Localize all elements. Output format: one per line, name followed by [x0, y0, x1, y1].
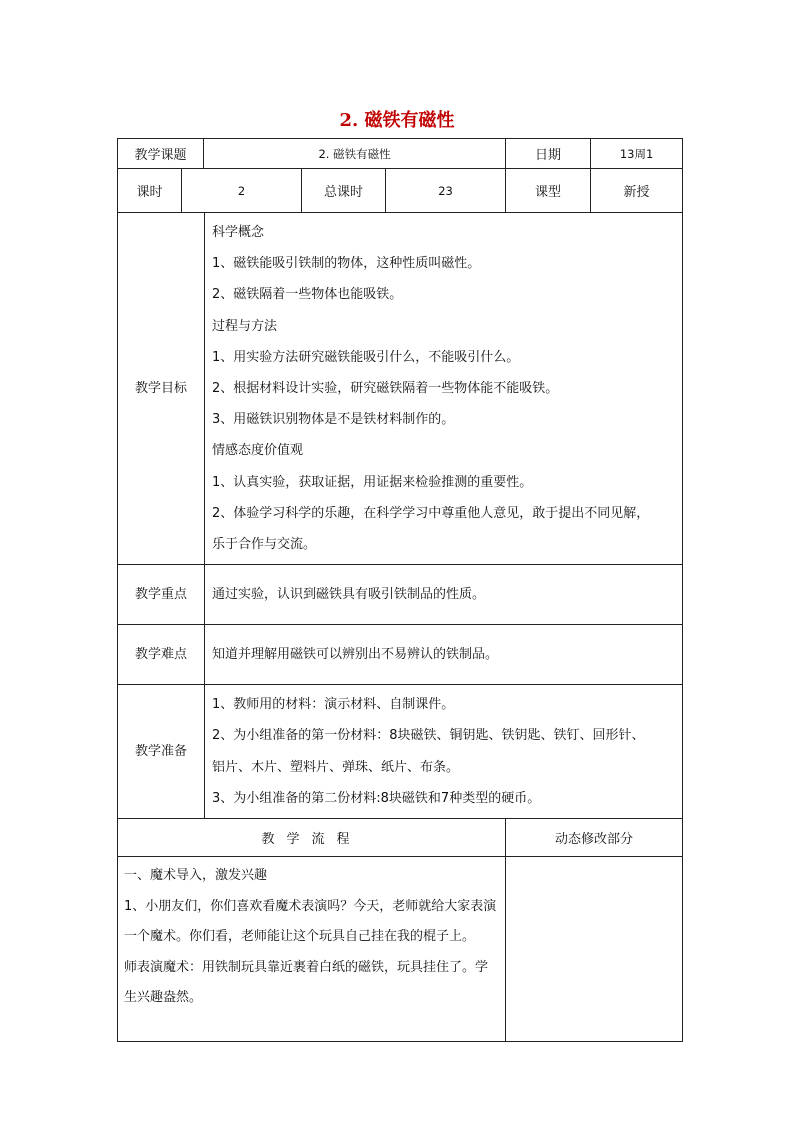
focus-label: 教学重点 [118, 565, 205, 624]
page-title: 2. 磁铁有磁性 [339, 110, 455, 131]
total-periods-label: 总课时 [302, 169, 386, 213]
flow-line: 师表演魔术：用铁制玩具靠近裹着白纸的磁铁，玩具挂住了。学 [124, 959, 489, 975]
focus-text: 通过实验，认识到磁铁具有吸引铁制品的性质。 [212, 587, 486, 603]
flow-side-content [506, 857, 683, 1042]
lesson-label: 教学课题 [118, 139, 204, 169]
period-label: 课时 [118, 169, 182, 213]
goals-line: 科学概念 [212, 225, 265, 240]
goals-line: 情感态度价值观 [212, 443, 304, 459]
row-lesson-title [118, 139, 683, 169]
date-label: 日期 [506, 139, 591, 169]
flow-header: 教学流程 [261, 832, 362, 848]
prep-line: 铝片、木片、塑料片、弹珠、纸片、布条。 [212, 759, 460, 775]
difficulty-text: 知道并理解用磁铁可以辨别出不易辨认的铁制品。 [212, 647, 499, 663]
goals-line: 2、体验学习科学的乐趣，在科学学习中尊重他人意见，敢于提出不同见解， [212, 505, 650, 521]
lesson-value: 2. 磁铁有磁性 [204, 139, 506, 169]
row-preparation [118, 685, 683, 819]
flow-line: 一、魔术导入，激发兴趣 [124, 868, 268, 884]
total-periods-value: 23 [386, 169, 506, 213]
goals-line: 2、根据材料设计实验，研究磁铁隔着一些物体能不能吸铁。 [212, 381, 559, 397]
goals-line: 3、用磁铁识别物体是不是铁材料制作的。 [212, 412, 455, 428]
row-focus [118, 565, 683, 625]
goals-line: 2、磁铁隔着一些物体也能吸铁。 [212, 287, 403, 303]
flow-side-header: 动态修改部分 [506, 819, 683, 857]
lesson-type-value: 新授 [591, 169, 683, 213]
date-value: 13周1 [591, 139, 683, 169]
row-periods [118, 169, 683, 213]
goals-line: 1、磁铁能吸引铁制的物体，这种性质叫磁性。 [212, 256, 481, 272]
prep-label: 教学准备 [118, 685, 205, 818]
row-difficulty [118, 625, 683, 685]
lesson-type-label: 课型 [506, 169, 591, 213]
goals-label: 教学目标 [118, 213, 205, 564]
goals-line: 1、认真实验，获取证据，用证据来检验推测的重要性。 [212, 474, 533, 490]
prep-line: 2、为小组准备的第一份材料：8块磁铁、铜钥匙、铁钥匙、铁钉、回形针、 [212, 728, 645, 744]
lesson-plan-table [117, 138, 683, 1042]
flow-content [118, 857, 506, 1042]
row-flow-header [118, 819, 683, 857]
flow-line: 生兴趣盎然。 [124, 990, 203, 1006]
row-flow-body [118, 857, 683, 1042]
prep-line: 3、为小组准备的第二份材料:8块磁铁和7种类型的硬币。 [212, 790, 541, 806]
flow-line: 一个魔术。你们看，老师能让这个玩具自己挂在我的棍子上。 [124, 929, 476, 945]
flow-line: 1、小朋友们，你们喜欢看魔术表演吗？今天，老师就给大家表演 [124, 898, 497, 914]
period-value: 2 [182, 169, 302, 213]
goals-line: 过程与方法 [212, 318, 278, 334]
goals-line: 1、用实验方法研究磁铁能吸引什么，不能吸引什么。 [212, 349, 520, 365]
goals-line: 乐于合作与交流。 [212, 537, 317, 553]
prep-line: 1、教师用的材料：演示材料、自制课件。 [212, 697, 455, 713]
row-goals [118, 213, 683, 565]
difficulty-label: 教学难点 [118, 625, 205, 684]
